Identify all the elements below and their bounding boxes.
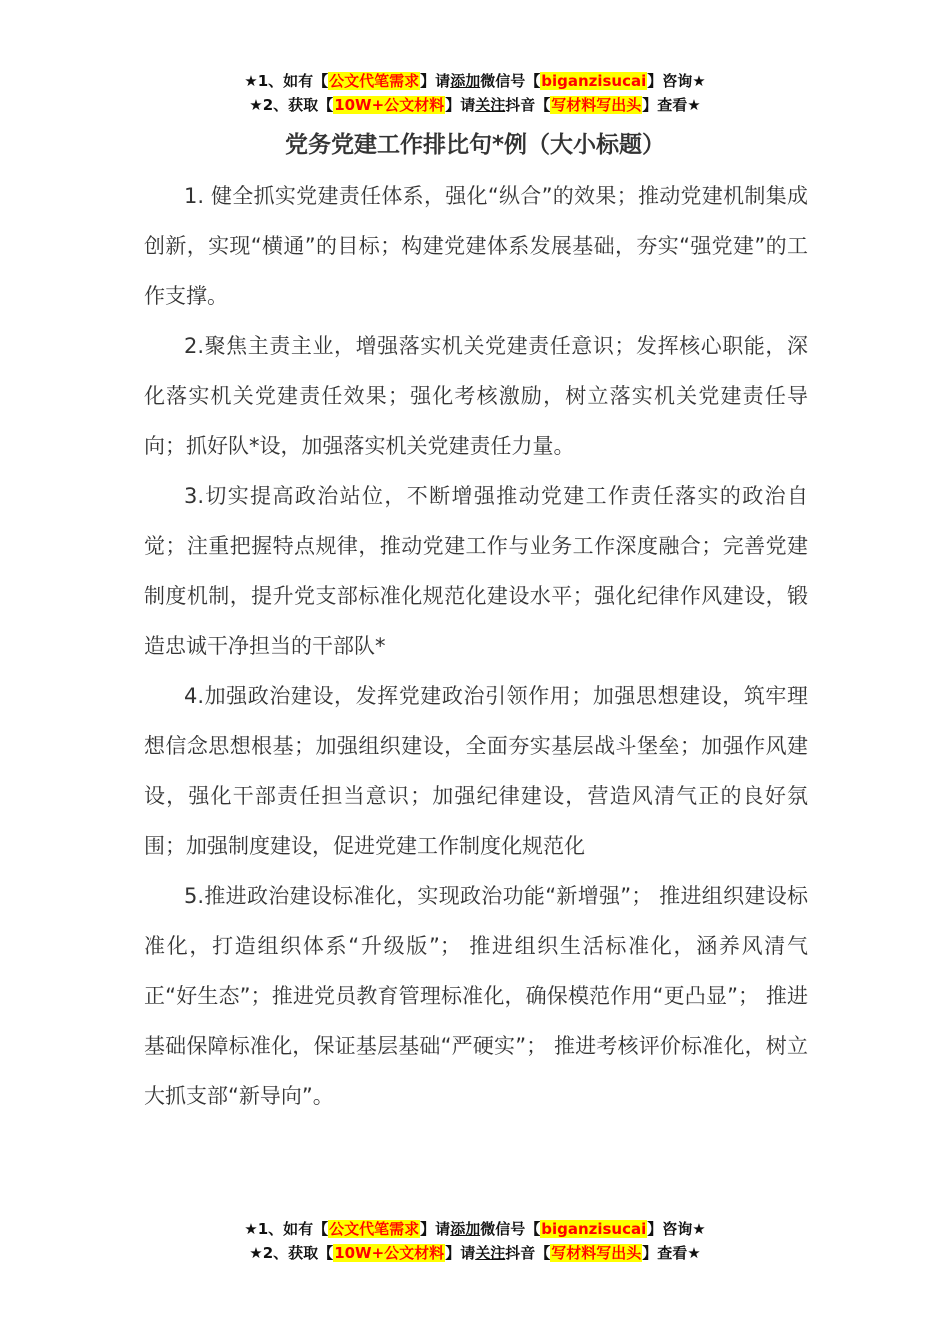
promo-text: 微信号【 <box>480 72 541 90</box>
paragraph-4: 4.加强政治建设，发挥党建政治引领作用；加强思想建设，筑牢理想信念思想根基；加强组织建设，全面夯实基层战斗堡垒；加强作风建设，强化干部责任担当意识；加强纪律建设，营造风清气正的良好氛围；加强制度建设，促进党建工作制度化规范化 <box>144 684 808 858</box>
promo-text: 】请 <box>420 72 451 90</box>
promo-line-2 <box>0 1241 950 1265</box>
promo-highlight: biganzisucai <box>541 72 647 90</box>
promo-text: ★1、如有【 <box>244 72 329 90</box>
promo-highlight: 公文代笔需求 <box>329 1220 420 1238</box>
promo-line-1 <box>0 1217 950 1241</box>
promo-text: ★2、获取【 <box>249 96 334 114</box>
document-title: 党务党建工作排比句*例（大小标题） <box>284 132 666 158</box>
document-body <box>144 171 808 1121</box>
promo-line-2 <box>0 93 950 117</box>
promo-highlight: 公文代笔需求 <box>329 72 420 90</box>
paragraph-2: 2.聚焦主责主业，增强落实机关党建责任意识；发挥核心职能，深化落实机关党建责任效果；强化考核激励，树立落实机关党建责任导向；抓好队*设，加强落实机关党建责任力量。 <box>144 334 808 458</box>
promo-text: 】查看★ <box>642 96 701 114</box>
promo-highlight: 10W+公文材料 <box>334 96 445 114</box>
promo-text: ★2、获取【 <box>249 1244 334 1262</box>
promo-text: 】请 <box>420 1220 451 1238</box>
paragraph-3: 3.切实提高政治站位，不断增强推动党建工作责任落实的政治自觉；注重把握特点规律，推动党建工作与业务工作深度融合；完善党建制度机制，提升党支部标准化规范化建设水平；强化纪律作风建设，锻造忠诚干净担当的干部队* <box>144 484 808 658</box>
promo-highlight: 写材料写出头 <box>551 1244 642 1262</box>
promo-text: 抖音【 <box>505 96 551 114</box>
paragraph-1: 1. 健全抓实党建责任体系，强化“纵合”的效果；推动党建机制集成创新，实现“横通”的目标；构建党建体系发展基础，夯实“强党建”的工作支撑。 <box>144 184 808 308</box>
promo-text: 】请 <box>445 96 476 114</box>
promo-text: 】请 <box>445 1244 476 1262</box>
promo-highlight: 写材料写出头 <box>551 96 642 114</box>
promo-text: ★1、如有【 <box>244 1220 329 1238</box>
promo-banner-top <box>0 69 950 117</box>
promo-underline-text: 关注 <box>475 1244 506 1262</box>
promo-text: 抖音【 <box>505 1244 551 1262</box>
promo-underline-text: 添加 <box>450 1220 481 1238</box>
promo-text: 】咨询★ <box>647 72 706 90</box>
promo-text: 】查看★ <box>642 1244 701 1262</box>
promo-line-1 <box>0 69 950 93</box>
promo-underline-text: 关注 <box>475 96 506 114</box>
promo-underline-text: 添加 <box>450 72 481 90</box>
promo-text: 微信号【 <box>480 1220 541 1238</box>
promo-highlight: 10W+公文材料 <box>334 1244 445 1262</box>
promo-banner-bottom <box>0 1217 950 1265</box>
promo-highlight: biganzisucai <box>541 1220 647 1238</box>
paragraph-5: 5.推进政治建设标准化，实现政治功能“新增强”； 推进组织建设标准化，打造组织体系“升级版”； 推进组织生活标准化，涵养风清气正“好生态”；推进党员教育管理标准化，确保模范作用“更凸显”； 推进基础保障标准化，保证基层基础“严硬实”； 推进考核评价标准化，树立大抓支部“新导向”。 <box>144 884 808 1108</box>
promo-text: 】咨询★ <box>647 1220 706 1238</box>
